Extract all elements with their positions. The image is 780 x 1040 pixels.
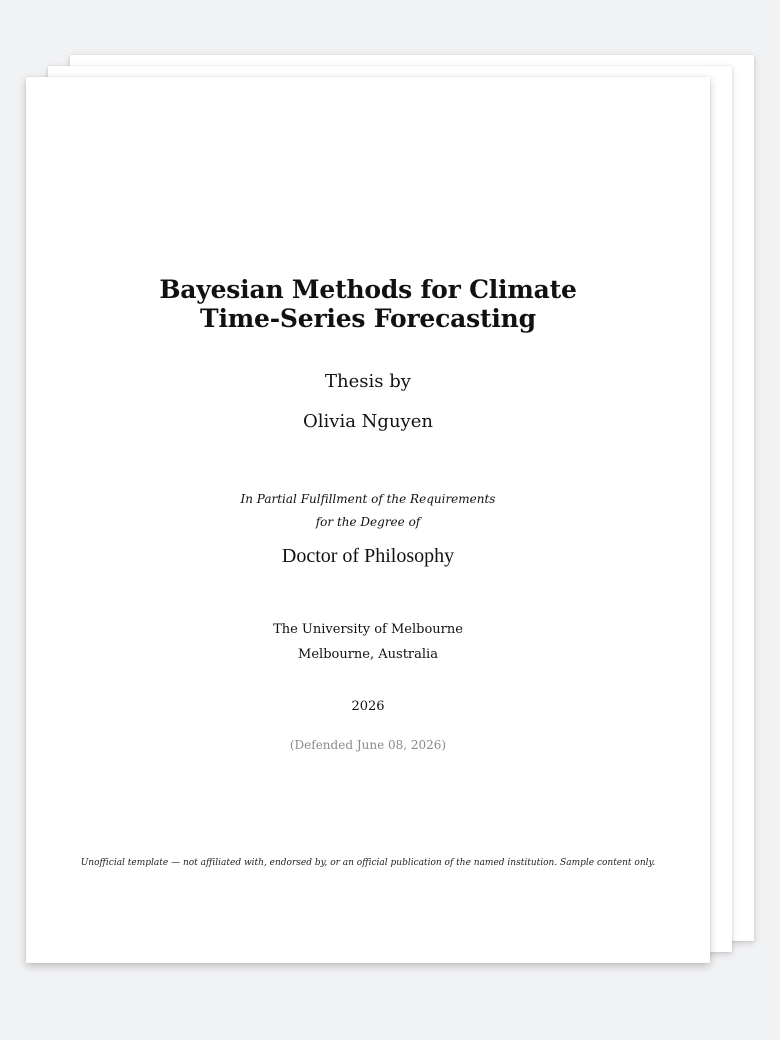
thesis-title-line-2: Time-Series Forecasting [200,304,536,333]
thesis-by-label: Thesis by [325,371,411,392]
fulfillment-statement [26,488,710,534]
thesis-title-line-1: Bayesian Methods for Climate [159,275,577,304]
university-location: Melbourne, Australia [298,647,438,662]
degree-name: Doctor of Philosophy [281,545,455,567]
fulfillment-line-1: In Partial Fulfillment of the Requirements [240,492,496,506]
disclaimer-note: Unofficial template — not affiliated with, endorsed by, or an official publication of the named institution. Sample content only. [80,858,656,868]
thesis-title [26,275,710,333]
title-page-content [26,77,710,963]
title-page [26,77,710,963]
author-name: Olivia Nguyen [303,411,433,432]
fulfillment-line-2: for the Degree of [315,515,421,529]
thesis-year: 2026 [351,699,385,714]
defense-date: (Defended June 08, 2026) [289,738,447,752]
university-name: The University of Melbourne [273,622,463,637]
